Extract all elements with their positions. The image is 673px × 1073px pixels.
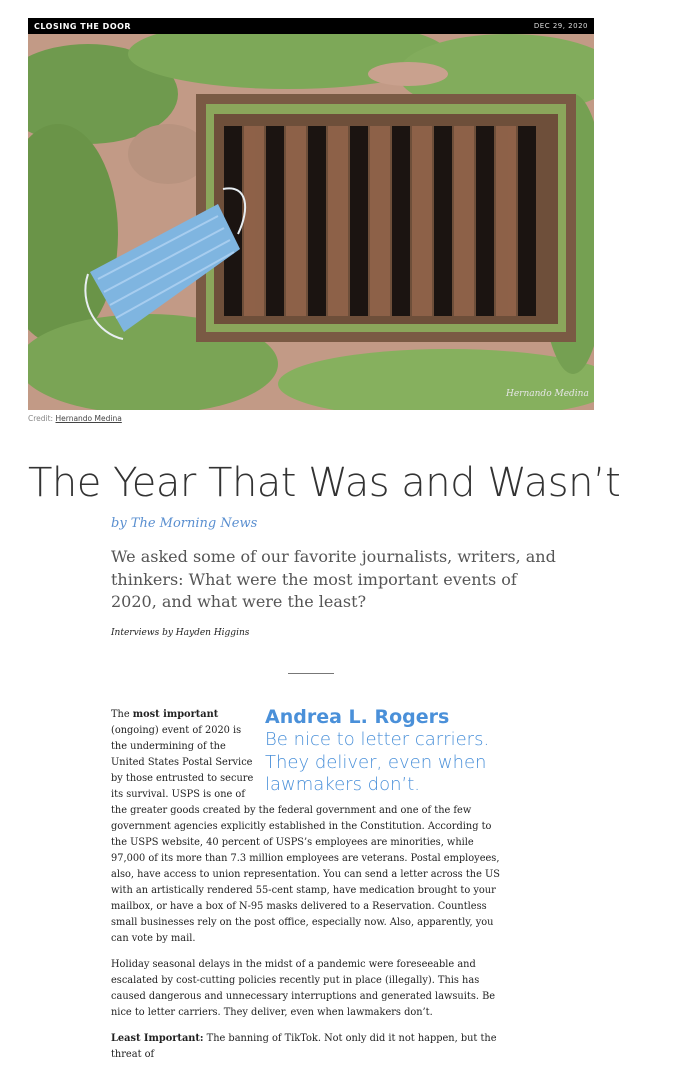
contributor-name: Andrea L. Rogers <box>265 706 450 728</box>
paragraph-2: Holiday seasonal delays in the midst of a pandemic were foreseeable and escalated by cost-cutting policies recently put in place (illegally). This has caused dangerous and unnecessary interruptions and generated lawsuits. Be nice to letter carriers. They deliver, even when lawmakers don’t. <box>111 959 496 1018</box>
page-title: The Year That Was and Wasn’t <box>28 460 621 506</box>
photo-watermark: Hernando Medina <box>506 389 589 399</box>
paragraph-1: The most important (ongoing) event of 2020 is the undermining of the United States Postal Service by those entrusted to secure its survival. USPS is one of the greater goods created by the federal government and one of the few government agencies explicitly established in the Constitution. According to the USPS website, 40 percent of USPS’s employees are minorities, while 97,000 of its more than 7.3 million employees are veterans. Postal employees, also, have access to union representation. You can send a letter across the US with an artistically rendered 55-cent stamp, have medication brought to your mailbox, or have a box of N-95 masks delivered to a Reservation. Countless small businesses rely on the post office, especially now. Also, apparently, you can vote by mail. <box>111 709 500 944</box>
byline[interactable]: by The Morning News <box>111 516 258 531</box>
most-important-label: most important <box>132 709 219 720</box>
section-label: CLOSING THE DOOR <box>34 21 132 31</box>
credit-link[interactable]: Hernando Medina <box>55 414 122 423</box>
photo-credit <box>28 414 122 423</box>
pull-quote-text: Be nice to letter carriers. They deliver, even when lawmakers don’t. <box>265 729 490 795</box>
publish-date: DEC 29, 2020 <box>533 22 588 30</box>
section-header-bar <box>28 18 594 34</box>
article-dek: We asked some of our favorite journalists, writers, and thinkers: What were the most important events of 2020, and what were the least? <box>111 547 556 611</box>
credit-label: Credit: <box>28 414 54 423</box>
interviews-credit: Interviews by Hayden Higgins <box>111 628 250 638</box>
article-body <box>111 707 509 1073</box>
paragraph-3: Least Important: The banning of TikTok. Not only did it not happen, but the threat of <box>111 1033 497 1060</box>
hero-photo <box>28 34 594 410</box>
least-important-label: Least Important: <box>111 1033 204 1044</box>
pull-quote <box>265 705 515 797</box>
section-divider <box>288 673 334 674</box>
